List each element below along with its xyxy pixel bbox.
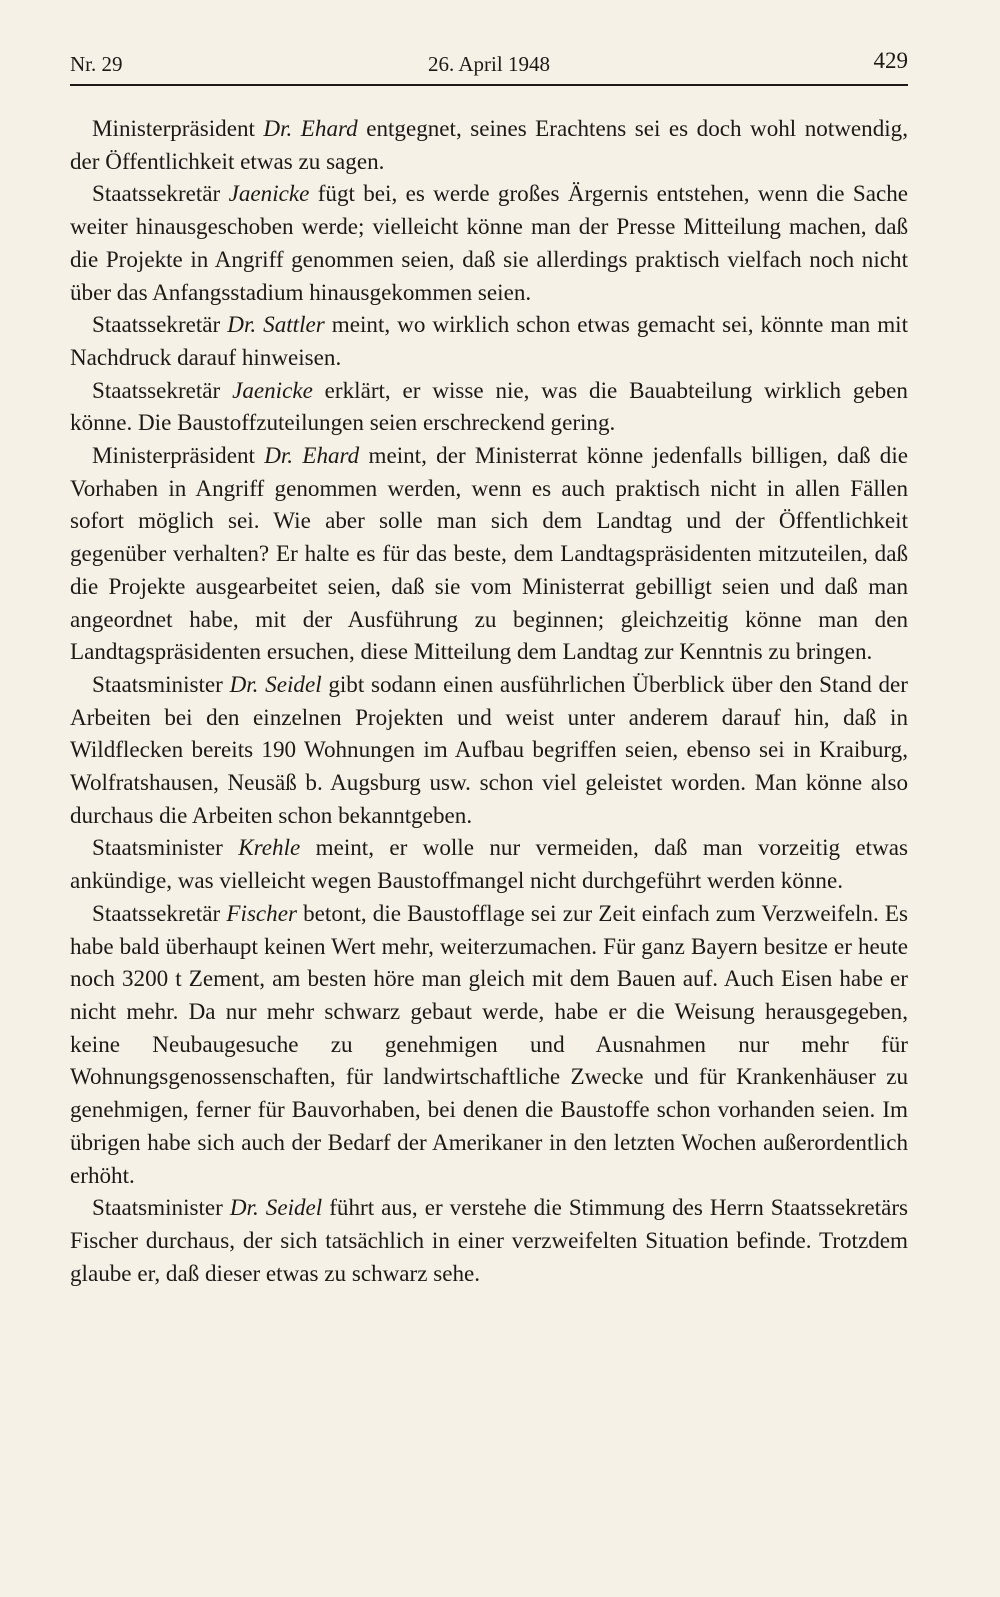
paragraph: [70, 439, 908, 668]
paragraph: [70, 308, 908, 373]
speaker-name: Krehle: [238, 834, 301, 861]
speaker-title: Staatsminister: [92, 1194, 230, 1221]
speaker-name: Jaenicke: [228, 180, 310, 207]
speaker-name: Dr. Seidel: [229, 670, 322, 697]
paragraph: [70, 1191, 908, 1289]
paragraph: [70, 177, 908, 308]
paragraph: [70, 112, 908, 177]
speaker-name: Dr. Sattler: [227, 311, 325, 338]
issue-number: Nr. 29: [70, 52, 123, 76]
paragraph: [70, 374, 908, 439]
speaker-title: Ministerpräsident: [92, 115, 264, 141]
speaker-title: Staatssekretär: [92, 376, 233, 403]
paragraph: [70, 831, 908, 896]
speaker-title: Staatssekretär: [92, 899, 227, 926]
header-rule: [70, 84, 908, 86]
speaker-name: Fischer: [226, 899, 297, 926]
speaker-title: Ministerpräsident: [92, 442, 265, 469]
running-header: [70, 44, 908, 80]
speaker-name: Dr. Ehard: [263, 115, 358, 141]
speaker-title: Staatssekretär: [92, 311, 228, 338]
speaker-name: Dr. Seidel: [229, 1194, 323, 1221]
speaker-title: Staatsminister: [92, 834, 239, 861]
speaker-title: Staatssekretär: [92, 180, 229, 207]
header-date: 26. April 1948: [428, 52, 550, 76]
document-page: [70, 0, 908, 1597]
paragraph-text: meint, wo wirklich schon etwas gemacht sei, könnte man mit Nachdruck darauf hinweisen.: [70, 311, 908, 370]
paragraph: [70, 897, 908, 1191]
paragraph-text: entgegnet, seines Erachtens sei es doch wohl notwendig, der Öffentlichkeit etwas zu sagen.: [70, 115, 908, 174]
speaker-title: Staatsminister: [92, 670, 230, 697]
speaker-name: Jaenicke: [232, 376, 313, 403]
speaker-name: Dr. Ehard: [264, 442, 360, 469]
paragraph-text: gibt sodann einen ausführlichen Überblick über den Stand der Arbeiten bei den einzelnen Projekten und weist unter anderem darauf hin, daß in Wildflecken bereits 190 Wohnungen im Aufbau begriffen seien, ebenso sei in Kraiburg, Wolfratshausen, Neusäß b. Augsburg usw. schon viel geleistet worden. Man könne also durchaus die Arbeiten schon bekanntgeben.: [70, 670, 908, 828]
paragraph-text: fügt bei, es werde großes Ärgernis entstehen, wenn die Sache weiter hinausgeschoben werde; vielleicht könne man der Presse Mitteilung machen, daß die Projekte in Angriff genommen seien, daß sie allerdings praktisch vielfach noch nicht über das Anfangsstadium hinausgekommen seien.: [70, 180, 908, 305]
paragraph: [70, 668, 908, 832]
paragraph-text: betont, die Baustofflage sei zur Zeit einfach zum Verzweifeln. Es habe bald überhaupt keinen Wert mehr, weiterzumachen. Für ganz Bayern besitze er heute noch 3200 t Zement, am besten höre man gleich mit dem Bauen auf. Auch Eisen habe er nicht mehr. Da nur mehr schwarz gebaut werde, habe er die Weisung herausgegeben, keine Neubaugesuche zu genehmigen und Ausnahmen nur mehr für Wohnungsgenossenschaften, für landwirtschaftliche Zwecke und für Krankenhäuser zu genehmigen, ferner für Bauvorhaben, bei denen die Baustoffe schon vorhanden seien. Im übrigen habe sich auch der Bedarf der Amerikaner in den letzten Wochen außerordentlich erhöht.: [70, 899, 908, 1188]
paragraph-text: erklärt, er wisse nie, was die Bauabteilung wirklich geben könne. Die Baustoffzuteilungen seien erschreckend gering.: [70, 376, 908, 436]
body-text: [70, 112, 908, 1289]
paragraph-text: meint, der Ministerrat könne jedenfalls billigen, daß die Vorhaben in Angriff genommen werden, wenn es auch praktisch nicht in allen Fällen sofort möglich sei. Wie aber solle man sich dem Landtag und der Öffentlichkeit gegenüber verhalten? Er halte es für das beste, dem Landtagspräsidenten mitzuteilen, daß die Projekte ausgearbeitet seien, daß sie vom Ministerrat gebilligt seien und daß man angeordnet habe, mit der Ausführung zu beginnen; gleichzeitig könne man den Landtagspräsidenten ersuchen, diese Mitteilung dem Landtag zur Kenntnis zu bringen.: [70, 442, 909, 665]
page-number: 429: [873, 48, 908, 73]
paragraph-text: führt aus, er verstehe die Stimmung des Herrn Staatssekretärs Fischer durchaus, der sich tatsächlich in einer verzweifelten Situation befinde. Trotzdem glaube er, daß dieser etwas zu schwarz sehe.: [70, 1194, 909, 1286]
paragraph-text: meint, er wolle nur vermeiden, daß man vorzeitig etwas ankündige, was vielleicht wegen Baustoffmangel nicht durchgeführt werden könne.: [70, 834, 909, 894]
